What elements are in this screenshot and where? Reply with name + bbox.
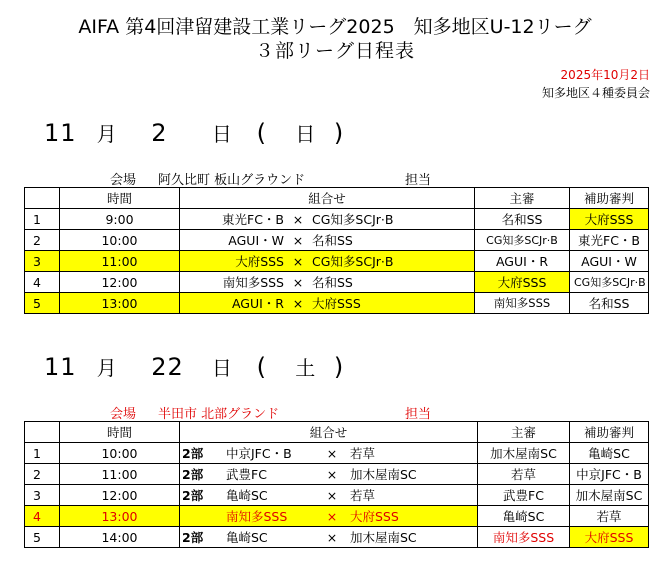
day2-venue-label: 会場 [110,407,137,422]
day1-month: 11 [44,119,77,147]
division-label: 2部 [182,467,204,482]
day2-day: 22 [151,353,184,381]
team-b: CG知多SCJr·B [312,254,394,269]
vs-mark: × [326,446,338,461]
match-time: 11:00 [60,251,180,272]
day1-date [44,118,354,147]
division-label: 2部 [182,488,204,503]
team-b: 名和SS [312,233,353,248]
table-header-row [25,188,649,209]
referee: 武豊FC [478,485,570,506]
assistant-referee: 若草 [570,506,649,527]
team-a: 武豊FC [226,467,267,482]
team-a: AGUI・R [231,296,284,311]
referee: 亀崎SC [478,506,570,527]
day1-venue-label: 会場 [110,173,137,188]
match-number: 3 [25,485,60,506]
day2-date [44,352,354,381]
vs-mark: × [292,275,304,290]
day2-venue: 半田市 北部グランド [158,407,280,422]
match-pairing [180,506,478,527]
referee: 大府SSS [475,272,570,293]
match-pairing [180,293,475,314]
day1-day: 2 [151,119,168,147]
day1-month-unit: 月 [96,122,118,146]
team-a: 中京JFC・B [226,446,292,461]
day2-weekday: 土 [295,356,317,380]
col-match-header: 組合せ [180,422,478,443]
issue-date: 2025年10月2日 [560,68,650,82]
table-row-highlighted [25,293,649,314]
division-label: 2部 [182,530,204,545]
table-row-highlighted [25,506,649,527]
match-pairing [180,230,475,251]
table-row [25,272,649,293]
match-pairing [180,527,478,548]
match-number: 4 [25,272,60,293]
referee: 加木屋南SC [478,443,570,464]
team-b: 加木屋南SC [350,467,417,482]
col-assistant-header: 補助審判 [570,188,649,209]
table-row [25,464,649,485]
assistant-referee: 加木屋南SC [570,485,649,506]
team-b: 加木屋南SC [350,530,417,545]
vs-mark: × [326,488,338,503]
match-pairing [180,209,475,230]
match-pairing [180,272,475,293]
referee: CG知多SCJr·B [475,230,570,251]
vs-mark: × [292,233,304,248]
assistant-referee: 東光FC・B [570,230,649,251]
vs-mark: × [326,530,338,545]
match-time: 11:00 [60,464,180,485]
table-row [25,527,649,548]
match-time: 12:00 [60,485,180,506]
assistant-referee: AGUI・W [570,251,649,272]
col-referee-header: 主審 [475,188,570,209]
vs-mark: × [292,296,304,311]
day1-paren-close: ) [333,119,345,147]
day2-duty-label: 担当 [405,407,432,422]
assistant-referee: 亀崎SC [570,443,649,464]
vs-mark: × [326,509,338,524]
vs-mark: × [292,212,304,227]
day2-month: 11 [44,353,77,381]
team-a: AGUI・W [228,233,284,248]
match-time: 13:00 [60,506,180,527]
match-pairing [180,485,478,506]
col-assistant-header: 補助審判 [570,422,649,443]
referee: 南知多SSS [475,293,570,314]
match-pairing [180,251,475,272]
day1-day-unit: 日 [211,122,233,146]
col-referee-header: 主審 [478,422,570,443]
team-b: 若草 [350,446,376,461]
match-time: 10:00 [60,443,180,464]
table-row-highlighted [25,251,649,272]
team-a: 東光FC・B [222,212,284,227]
assistant-referee: 中京JFC・B [570,464,649,485]
day1-schedule-table [24,187,649,314]
title-line1: AIFA 第4回津留建設工業リーグ2025 知多地区U-12リーグ [78,16,592,38]
day1-duty-label: 担当 [405,173,432,188]
table-row [25,485,649,506]
table-row [25,230,649,251]
day1-weekday: 日 [295,122,317,146]
match-time: 10:00 [60,230,180,251]
team-a: 亀崎SC [226,530,268,545]
col-time-header: 時間 [60,188,180,209]
referee: AGUI・R [475,251,570,272]
issuer: 知多地区４種委員会 [541,86,650,100]
match-time: 12:00 [60,272,180,293]
assistant-referee: 大府SSS [570,527,649,548]
col-match-header: 組合せ [180,188,475,209]
table-row [25,443,649,464]
team-b: 大府SSS [350,509,399,524]
assistant-referee: 名和SS [570,293,649,314]
day2-paren-open: ( [256,353,267,381]
match-number: 1 [25,443,60,464]
day2-schedule-table [24,421,649,548]
match-time: 14:00 [60,527,180,548]
team-b: 大府SSS [312,296,361,311]
team-a: 南知多SSS [222,275,284,290]
match-pairing [180,464,478,485]
assistant-referee: CG知多SCJr·B [570,272,649,293]
title-line2: ３部リーグ日程表 [254,40,415,62]
team-a: 亀崎SC [226,488,268,503]
day1-venue: 阿久比町 板山グラウンド [158,173,306,188]
match-number: 2 [25,230,60,251]
referee: 南知多SSS [478,527,570,548]
match-time: 13:00 [60,293,180,314]
assistant-referee: 大府SSS [570,209,649,230]
division-label: 2部 [182,446,204,461]
match-time: 9:00 [60,209,180,230]
day2-day-unit: 日 [211,356,233,380]
match-number: 5 [25,527,60,548]
match-number: 5 [25,293,60,314]
vs-mark: × [292,254,304,269]
referee: 名和SS [475,209,570,230]
team-b: CG知多SCJr·B [312,212,394,227]
match-pairing [180,443,478,464]
referee: 若草 [478,464,570,485]
team-a: 大府SSS [235,254,284,269]
table-row [25,209,649,230]
match-number: 4 [25,506,60,527]
team-b: 名和SS [312,275,353,290]
col-time-header: 時間 [60,422,180,443]
day2-paren-close: ) [333,353,345,381]
match-number: 3 [25,251,60,272]
team-b: 若草 [350,488,376,503]
table-header-row [25,422,649,443]
day2-month-unit: 月 [96,356,118,380]
match-number: 2 [25,464,60,485]
vs-mark: × [326,467,338,482]
match-number: 1 [25,209,60,230]
team-a: 南知多SSS [226,509,288,524]
day1-paren-open: ( [256,119,267,147]
